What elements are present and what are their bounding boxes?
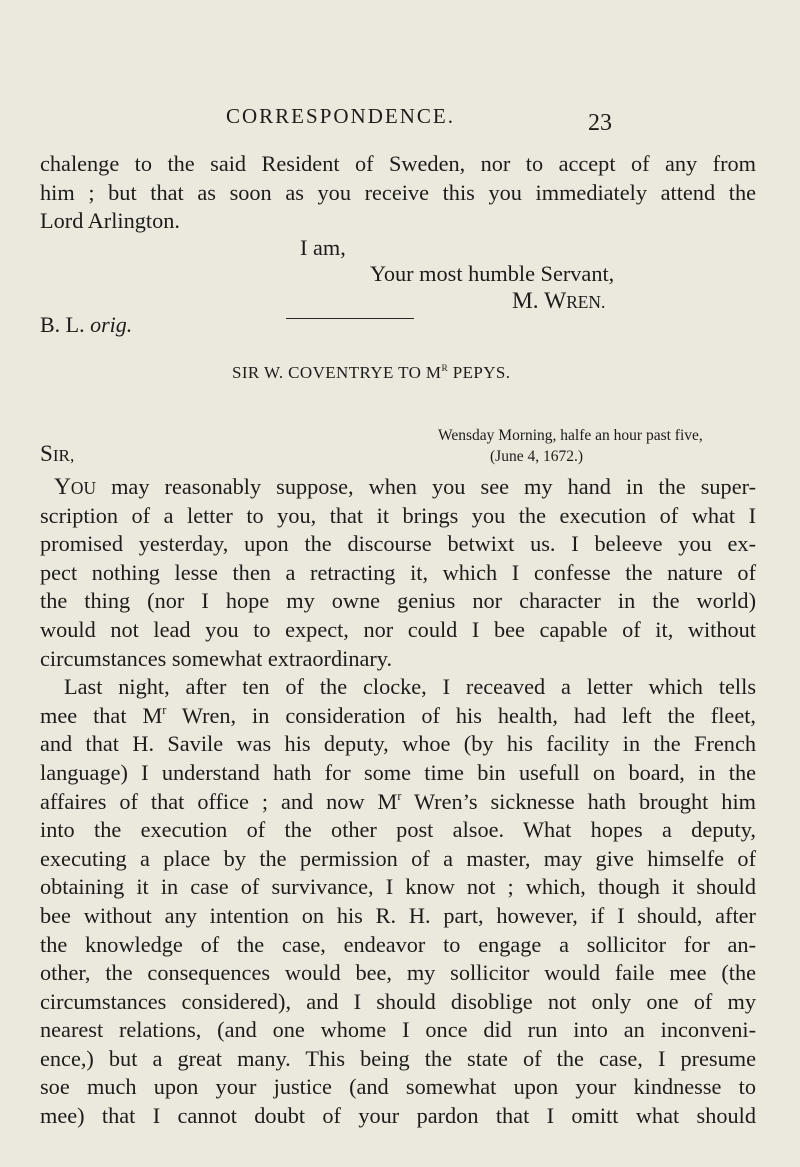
closing-i-am: I am, — [300, 235, 346, 260]
text-fragment: Wren, in consideration of his health, had left the fleet, — [166, 702, 756, 728]
text-line: executing a place by the permission of a master, may give himselfe of — [40, 845, 756, 871]
superscript-r: r — [397, 788, 402, 803]
text-line: nearest relations, (and one whome I once did run into an inconveni- — [40, 1017, 756, 1043]
text-line: scription of a letter to you, that it brings you the execution of what I — [40, 502, 756, 528]
text-line: into the execution of the other post alsoe. What hopes a deputy, — [40, 817, 756, 843]
text-line: the knowledge of the case, endeavor to engage a sollicitor for an- — [40, 931, 756, 957]
text-line: ence,) but a great many. This being the state of the case, I presume — [40, 1045, 756, 1071]
text-fragment: affaires of that office ; and now M — [40, 788, 398, 814]
text-line: pect nothing lesse then a retracting it, which I confesse the nature of — [40, 559, 756, 585]
text-line: language) I understand hath for some time bin usefull on board, in the — [40, 759, 756, 785]
text-line: promised yesterday, upon the discourse betwixt us. I beleeve you ex- — [40, 531, 756, 557]
text-fragment: Wren’s sicknesse hath brought him — [401, 788, 756, 814]
heading-sup: R — [441, 364, 449, 374]
text-line: would not lead you to expect, nor could I bee capable of it, without — [40, 616, 756, 642]
text-line: Lord Arlington. — [40, 208, 180, 234]
running-title: CORRESPONDENCE. — [226, 104, 455, 128]
dropcap-initial: Y — [54, 474, 71, 500]
text-line-rest: may reasonably suppose, when you see my hand in the super- — [96, 474, 756, 499]
text-line: him ; but that as soon as you receive this you immediately attend the — [40, 179, 756, 205]
letter1-body — [40, 150, 756, 236]
text-line: chalenge to the said Resident of Sweden, nor to accept of any from — [40, 151, 756, 176]
page-number: 23 — [588, 110, 612, 136]
text-line: and that H. Savile was his deputy, whoe (by his facility in the French — [40, 731, 756, 757]
letter-heading — [232, 363, 510, 383]
text-line: Last night, after ten of the clocke, I receaved a letter which tells — [64, 674, 756, 700]
text-line: circumstances somewhat extraordinary. — [40, 645, 393, 671]
salutation — [40, 440, 74, 467]
text-fragment: mee that M — [40, 702, 163, 728]
source-orig: orig. — [90, 312, 133, 337]
text-line: mee) that I cannot doubt of your pardon that I omitt what should — [40, 1103, 756, 1129]
text-line — [40, 702, 756, 731]
superscript-r: r — [162, 702, 167, 717]
text-line: the thing (nor I hope my owne genius nor character in the world) — [40, 588, 756, 614]
text-line: bee without any intention on his R. H. part, however, if I should, after — [40, 902, 756, 928]
closing-servant: Your most humble Servant, — [370, 261, 615, 286]
text-line — [40, 473, 756, 502]
dateline-date: (June 4, 1672.) — [490, 448, 583, 465]
text-line: other, the consequences would bee, my sollicitor would faile mee (the — [40, 960, 756, 986]
heading-text: SIR W. COVENTRYE TO M — [232, 363, 442, 382]
salutation-rest: IR, — [52, 446, 75, 465]
text-line: circumstances considered), and I should disoblige not only one of my — [40, 988, 756, 1014]
dateline: Wensday Morning, halfe an hour past five, — [438, 427, 703, 444]
text-line — [40, 788, 756, 817]
section-rule — [286, 318, 414, 319]
text-line: soe much upon your justice (and somewhat upon your kindnesse to — [40, 1074, 756, 1100]
source-prefix: B. L. — [40, 312, 91, 337]
letter2-body — [40, 473, 756, 1131]
signature-initial: M. W — [512, 288, 567, 314]
first-word-caps: OU — [70, 479, 97, 498]
running-head — [0, 104, 800, 134]
signature-rest: REN. — [566, 293, 606, 312]
signature — [512, 287, 605, 317]
heading-text-end: PEPYS. — [448, 363, 511, 382]
salutation-initial: S — [40, 440, 53, 466]
source-note — [40, 312, 132, 338]
text-line: obtaining it in case of survivance, I know not ; which, though it should — [40, 874, 756, 900]
